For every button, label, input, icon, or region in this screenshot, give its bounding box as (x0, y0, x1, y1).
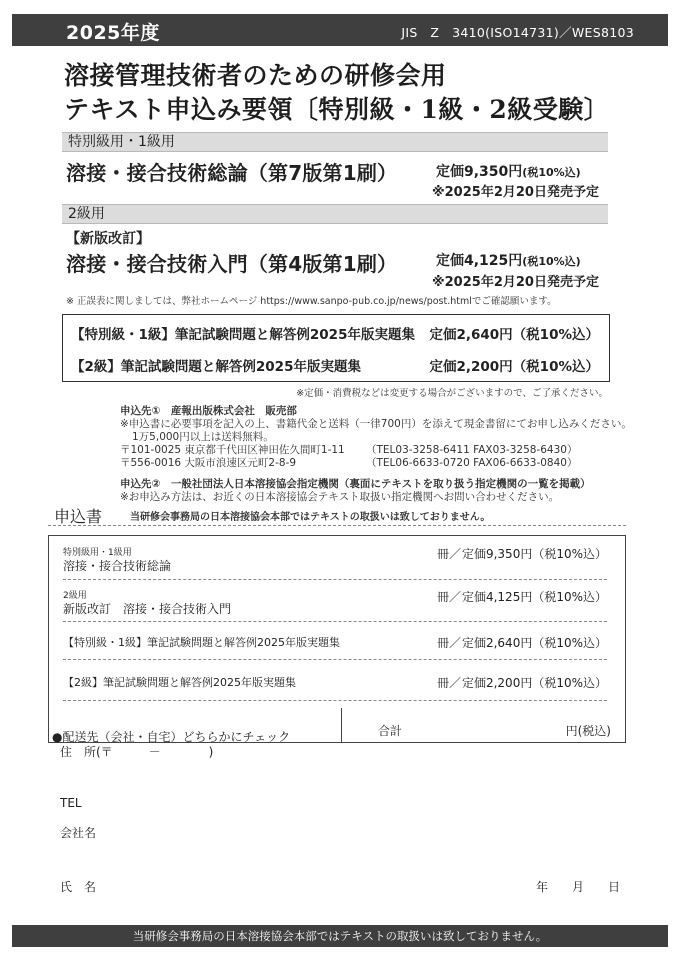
apply1-line2: 1万5,000円以上は送料無料。 (132, 431, 274, 443)
price-note: ※定価・消費税などは変更する場合がございますので、ご了承ください。 (296, 388, 608, 399)
address-field[interactable]: 住 所(〒 － ) (60, 745, 214, 759)
form-row-1-sub: 特別級用・1級用 (63, 548, 132, 558)
exam-row-2 (71, 355, 599, 375)
exam-row-1-label: 【特別級・1級】筆記試験問題と解答例2025年版実題集 (71, 327, 415, 343)
book1-price-main: 定価9,350円 (436, 164, 523, 180)
form-row-1-qty[interactable]: 冊／ (436, 547, 461, 561)
book1-release: ※2025年2月20日発売予定 (432, 185, 599, 200)
form-row-4-price: 定価2,200円（税10%込） (461, 676, 607, 690)
year-label: 2025年度 (66, 22, 160, 44)
total-unit: 円(税込) (565, 724, 611, 738)
apply1-title: 申込先① 産報出版株式会社 販売部 (120, 405, 297, 417)
form-row-3-price: 定価2,640円（税10%込） (461, 636, 607, 650)
form-heading-divider (48, 525, 626, 526)
book1-price (436, 161, 581, 181)
form-row-4 (63, 674, 607, 690)
form-divider (63, 659, 607, 660)
exam-row-2-price: 定価2,200円（税10%込） (429, 359, 599, 375)
book2-release: ※2025年2月20日発売予定 (432, 275, 599, 290)
form-heading: 申込書 (54, 507, 103, 526)
title-line-1: 溶接管理技術者のための研修会用 (64, 61, 447, 90)
tel-field[interactable]: TEL (60, 796, 82, 810)
exam-row-1-price: 定価2,640円（税10%込） (429, 327, 599, 343)
total-cell[interactable] (341, 708, 627, 743)
book2-price-tax: (税10%込) (522, 255, 581, 268)
header-bar (12, 14, 668, 46)
total-label: 合計 (378, 724, 403, 738)
apply1-tel-tokyo: （TEL03-3258-6411 FAX03-3258-6430） (366, 444, 578, 456)
form-row-3-qty[interactable]: 冊／ (436, 636, 461, 650)
book2-name: 溶接・接合技術入門（第4版第1刷） (66, 252, 398, 276)
errata-note: ※ 正誤表に関しましては、弊社ホームページ https://www.sanpo-pub.co.jp/news/post.htmlでご確認願います。 (66, 296, 557, 307)
apply1-tel-osaka: （TEL06-6633-0720 FAX06-6633-0840） (366, 457, 578, 469)
form-row-3-name: 【特別級・1級】筆記試験問題と解答例2025年版実題集 (63, 636, 340, 649)
form-divider (63, 621, 607, 622)
apply1-address-tokyo: 〒101-0025 東京都千代田区神田佐久間町1-11 (120, 444, 345, 456)
book1-band: 特別級用・1級用 (62, 132, 608, 152)
book2-price-main: 定価4,125円 (436, 253, 523, 269)
form-row-2-sub: 2級用 (63, 591, 87, 601)
form-row-4-name: 【2級】筆記試験問題と解答例2025年版実題集 (63, 676, 296, 689)
apply2-title: 申込先② 一般社団法人日本溶接協会指定機関（裏面にテキストを取り扱う指定機関の一覧を掲載） (120, 478, 591, 490)
order-form (48, 535, 626, 743)
form-notice: 当研修会事務局の日本溶接協会本部ではテキストの取扱いは致しておりません。 (130, 512, 491, 523)
book2-band: 2級用 (62, 204, 608, 224)
delivery-check-label[interactable]: ●配送先（会社・自宅）どちらかにチェック (52, 730, 291, 744)
apply1-address-osaka: 〒556-0016 大阪市浪速区元町2-8-9 (120, 457, 297, 469)
exam-row-1 (71, 323, 599, 343)
form-row-2-price: 定価4,125円（税10%込） (461, 590, 607, 604)
date-field[interactable]: 年 月 日 (536, 880, 621, 894)
form-row-2-qty[interactable]: 冊／ (436, 590, 461, 604)
exam-books-box (62, 314, 610, 382)
form-row-2-name: 新版改訂 溶接・接合技術入門 (63, 602, 232, 616)
book1-name: 溶接・接合技術総論（第7版第1刷） (66, 161, 398, 185)
form-divider (63, 700, 607, 701)
form-row-1-price: 定価9,350円（税10%込） (461, 547, 607, 561)
exam-row-2-label: 【2級】筆記試験問題と解答例2025年版実題集 (71, 359, 361, 375)
name-field[interactable]: 氏 名 (60, 880, 97, 894)
form-row-4-qty[interactable]: 冊／ (436, 676, 461, 690)
footer-notice: 当研修会事務局の日本溶接協会本部ではテキストの取扱いは致しておりません。 (12, 925, 668, 947)
apply1-line1: ※申込書に必要事項を記入の上、書籍代金と送料（一律700円）を添えて現金書留にてお申し込みください。 (120, 418, 632, 430)
form-divider (63, 579, 607, 580)
book2-tag: 【新版改訂】 (66, 231, 150, 247)
book1-price-tax: (税10%込) (522, 166, 581, 179)
form-row-3 (63, 634, 607, 650)
apply2-line1: ※お申込み方法は、お近くの日本溶接協会テキスト取扱い指定機関へお問い合わせください。 (120, 491, 560, 503)
standard-label: JIS Z 3410(ISO14731)／WES8103 (401, 25, 634, 40)
company-field[interactable]: 会社名 (60, 826, 97, 840)
title-line-2: テキスト申込み要領〔特別級・1級・2級受験〕 (64, 95, 610, 124)
form-row-1-name: 溶接・接合技術総論 (63, 559, 172, 573)
book2-price (436, 250, 581, 270)
